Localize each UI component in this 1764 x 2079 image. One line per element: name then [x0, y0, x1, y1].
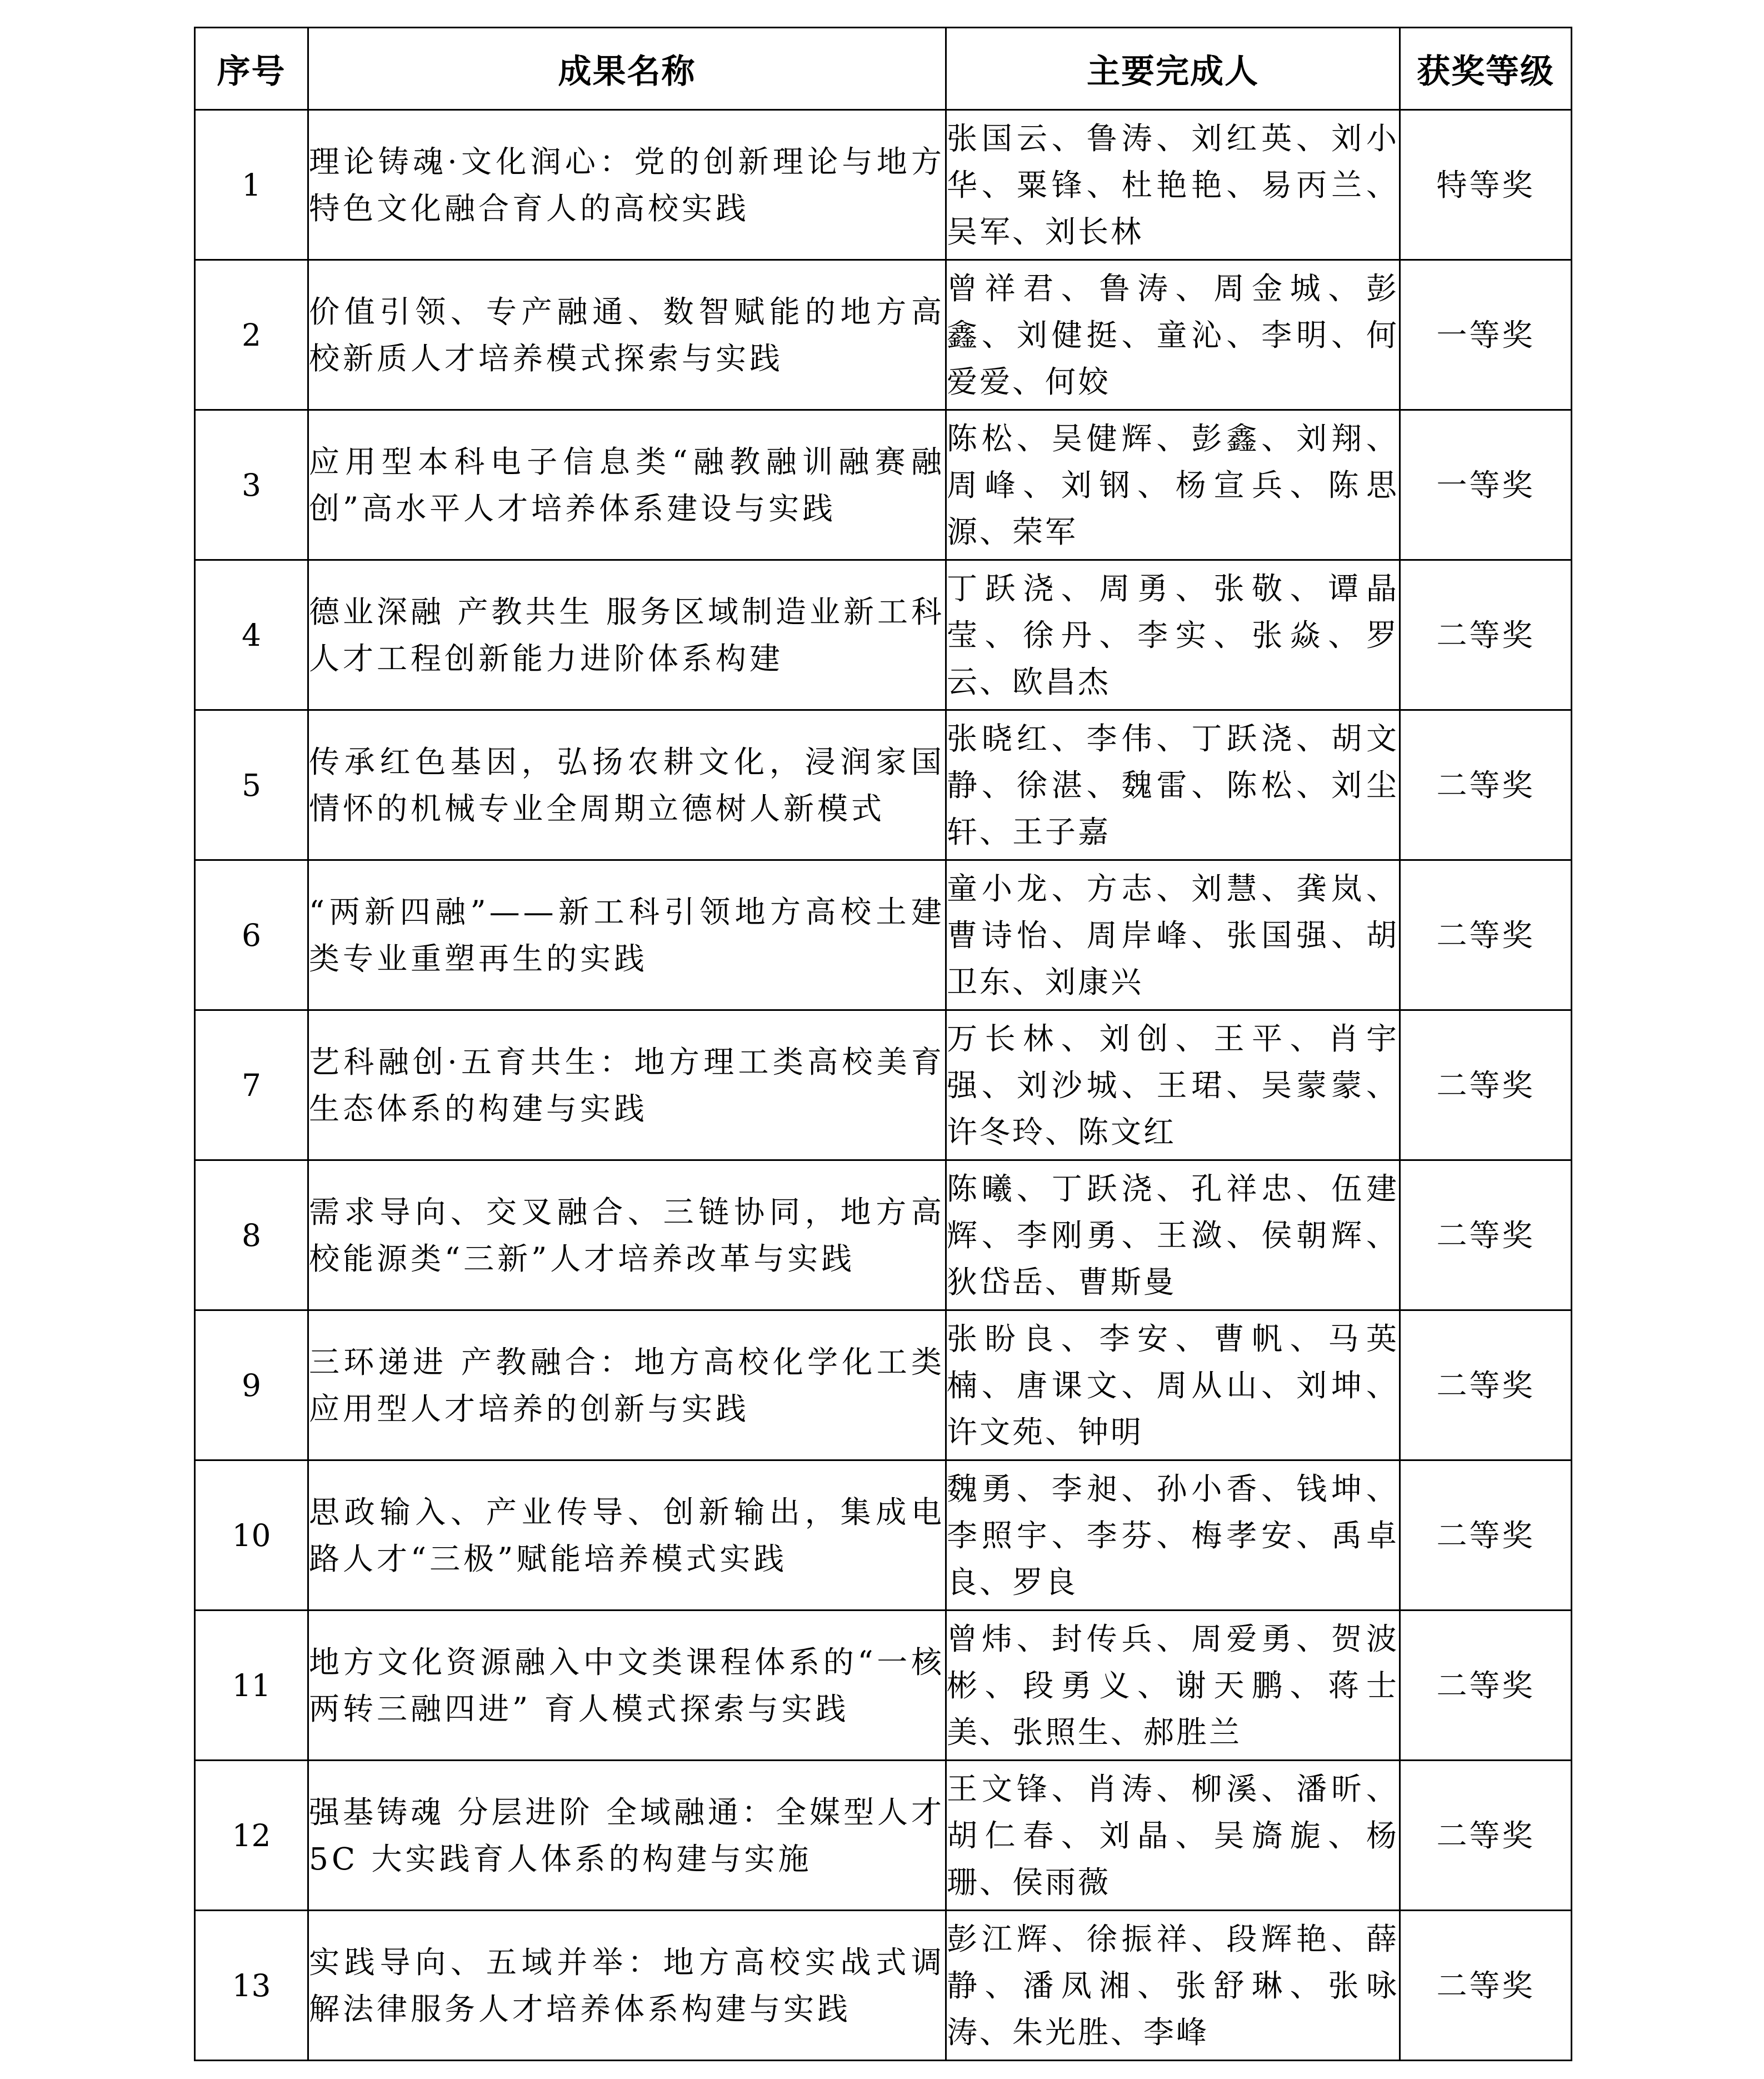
- table-row: [195, 1761, 1572, 1911]
- header-no: 序号: [195, 28, 308, 110]
- main-contributors: 曾炜、封传兵、周爱勇、贺波彬、段勇义、谢天鹏、蒋士美、张照生、郝胜兰: [946, 1611, 1400, 1761]
- achievement-title: “两新四融”——新工科引领地方高校土建类专业重塑再生的实践: [308, 860, 946, 1010]
- achievement-title: 应用型本科电子信息类“融教融训融赛融创”高水平人才培养体系建设与实践: [308, 410, 946, 560]
- table-row: [195, 860, 1572, 1010]
- table-row: [195, 110, 1572, 260]
- table-row: [195, 1611, 1572, 1761]
- achievement-title: 三环递进 产教融合：地方高校化学化工类应用型人才培养的创新与实践: [308, 1310, 946, 1460]
- achievement-title: 地方文化资源融入中文类课程体系的“一核两转三融四进” 育人模式探索与实践: [308, 1611, 946, 1761]
- main-contributors: 万长林、刘创、王平、肖宇强、刘沙城、王珺、吴蒙蒙、许冬玲、陈文红: [946, 1010, 1400, 1160]
- table-row: [195, 710, 1572, 860]
- award-level: 二等奖: [1400, 560, 1572, 710]
- main-contributors: 彭江辉、徐振祥、段辉艳、薛静、潘凤湘、张舒琳、张咏涛、朱光胜、李峰: [946, 1911, 1400, 2061]
- main-contributors: 陈松、吴健辉、彭鑫、刘翔、周峰、刘钢、杨宣兵、陈思源、荣军: [946, 410, 1400, 560]
- header-title: 成果名称: [308, 28, 946, 110]
- table-row: [195, 1160, 1572, 1310]
- achievement-title: 需求导向、交叉融合、三链协同，地方高校能源类“三新”人才培养改革与实践: [308, 1160, 946, 1310]
- achievement-title: 强基铸魂 分层进阶 全域融通：全媒型人才 5C 大实践育人体系的构建与实施: [308, 1761, 946, 1911]
- main-contributors: 张晓红、李伟、丁跃浇、胡文静、徐湛、魏雷、陈松、刘尘轩、王子嘉: [946, 710, 1400, 860]
- award-level: 特等奖: [1400, 110, 1572, 260]
- row-number: 9: [195, 1310, 308, 1460]
- award-level: 二等奖: [1400, 860, 1572, 1010]
- row-number: 4: [195, 560, 308, 710]
- main-contributors: 王文锋、肖涛、柳溪、潘昕、胡仁春、刘晶、吴旖旎、杨珊、侯雨薇: [946, 1761, 1400, 1911]
- award-level: 二等奖: [1400, 1761, 1572, 1911]
- main-contributors: 陈曦、丁跃浇、孔祥忠、伍建辉、李刚勇、王潋、侯朝辉、狄岱岳、曹斯曼: [946, 1160, 1400, 1310]
- table-row: [195, 1911, 1572, 2061]
- row-number: 12: [195, 1761, 308, 1911]
- row-number: 1: [195, 110, 308, 260]
- row-number: 11: [195, 1611, 308, 1761]
- achievement-title: 价值引领、专产融通、数智赋能的地方高校新质人才培养模式探索与实践: [308, 260, 946, 410]
- award-level: 二等奖: [1400, 1310, 1572, 1460]
- table-row: [195, 560, 1572, 710]
- row-number: 13: [195, 1911, 308, 2061]
- achievement-title: 理论铸魂·文化润心：党的创新理论与地方特色文化融合育人的高校实践: [308, 110, 946, 260]
- award-level: 二等奖: [1400, 1010, 1572, 1160]
- main-contributors: 张盼良、李安、曹帆、马英楠、唐课文、周从山、刘坤、许文苑、钟明: [946, 1310, 1400, 1460]
- award-level: 一等奖: [1400, 260, 1572, 410]
- row-number: 6: [195, 860, 308, 1010]
- row-number: 3: [195, 410, 308, 560]
- header-level: 获奖等级: [1400, 28, 1572, 110]
- award-level: 二等奖: [1400, 1911, 1572, 2061]
- achievement-title: 艺科融创·五育共生：地方理工类高校美育生态体系的构建与实践: [308, 1010, 946, 1160]
- table-row: [195, 1310, 1572, 1460]
- award-level: 二等奖: [1400, 1611, 1572, 1761]
- main-contributors: 丁跃浇、周勇、张敬、谭晶莹、徐丹、李实、张焱、罗云、欧昌杰: [946, 560, 1400, 710]
- main-contributors: 魏勇、李昶、孙小香、钱坤、李照宇、李芬、梅孝安、禹卓良、罗良: [946, 1460, 1400, 1611]
- awards-table: [194, 27, 1572, 2061]
- award-level: 二等奖: [1400, 1160, 1572, 1310]
- main-contributors: 曾祥君、鲁涛、周金城、彭鑫、刘健挺、童沁、李明、何爱爱、何姣: [946, 260, 1400, 410]
- table-row: [195, 1010, 1572, 1160]
- table-row: [195, 1460, 1572, 1611]
- achievement-title: 传承红色基因，弘扬农耕文化，浸润家国情怀的机械专业全周期立德树人新模式: [308, 710, 946, 860]
- achievement-title: 实践导向、五域并举：地方高校实战式调解法律服务人才培养体系构建与实践: [308, 1911, 946, 2061]
- table-body: [195, 110, 1572, 2061]
- main-contributors: 童小龙、方志、刘慧、龚岚、曹诗怡、周岸峰、张国强、胡卫东、刘康兴: [946, 860, 1400, 1010]
- row-number: 8: [195, 1160, 308, 1310]
- row-number: 5: [195, 710, 308, 860]
- header-people: 主要完成人: [946, 28, 1400, 110]
- row-number: 10: [195, 1460, 308, 1611]
- table-row: [195, 410, 1572, 560]
- award-level: 二等奖: [1400, 1460, 1572, 1611]
- achievement-title: 德业深融 产教共生 服务区域制造业新工科人才工程创新能力进阶体系构建: [308, 560, 946, 710]
- row-number: 2: [195, 260, 308, 410]
- main-contributors: 张国云、鲁涛、刘红英、刘小华、粟锋、杜艳艳、易丙兰、吴军、刘长林: [946, 110, 1400, 260]
- header-row: [195, 28, 1572, 110]
- award-level: 一等奖: [1400, 410, 1572, 560]
- achievement-title: 思政输入、产业传导、创新输出，集成电路人才“三极”赋能培养模式实践: [308, 1460, 946, 1611]
- table-header: [195, 28, 1572, 110]
- row-number: 7: [195, 1010, 308, 1160]
- table-row: [195, 260, 1572, 410]
- award-level: 二等奖: [1400, 710, 1572, 860]
